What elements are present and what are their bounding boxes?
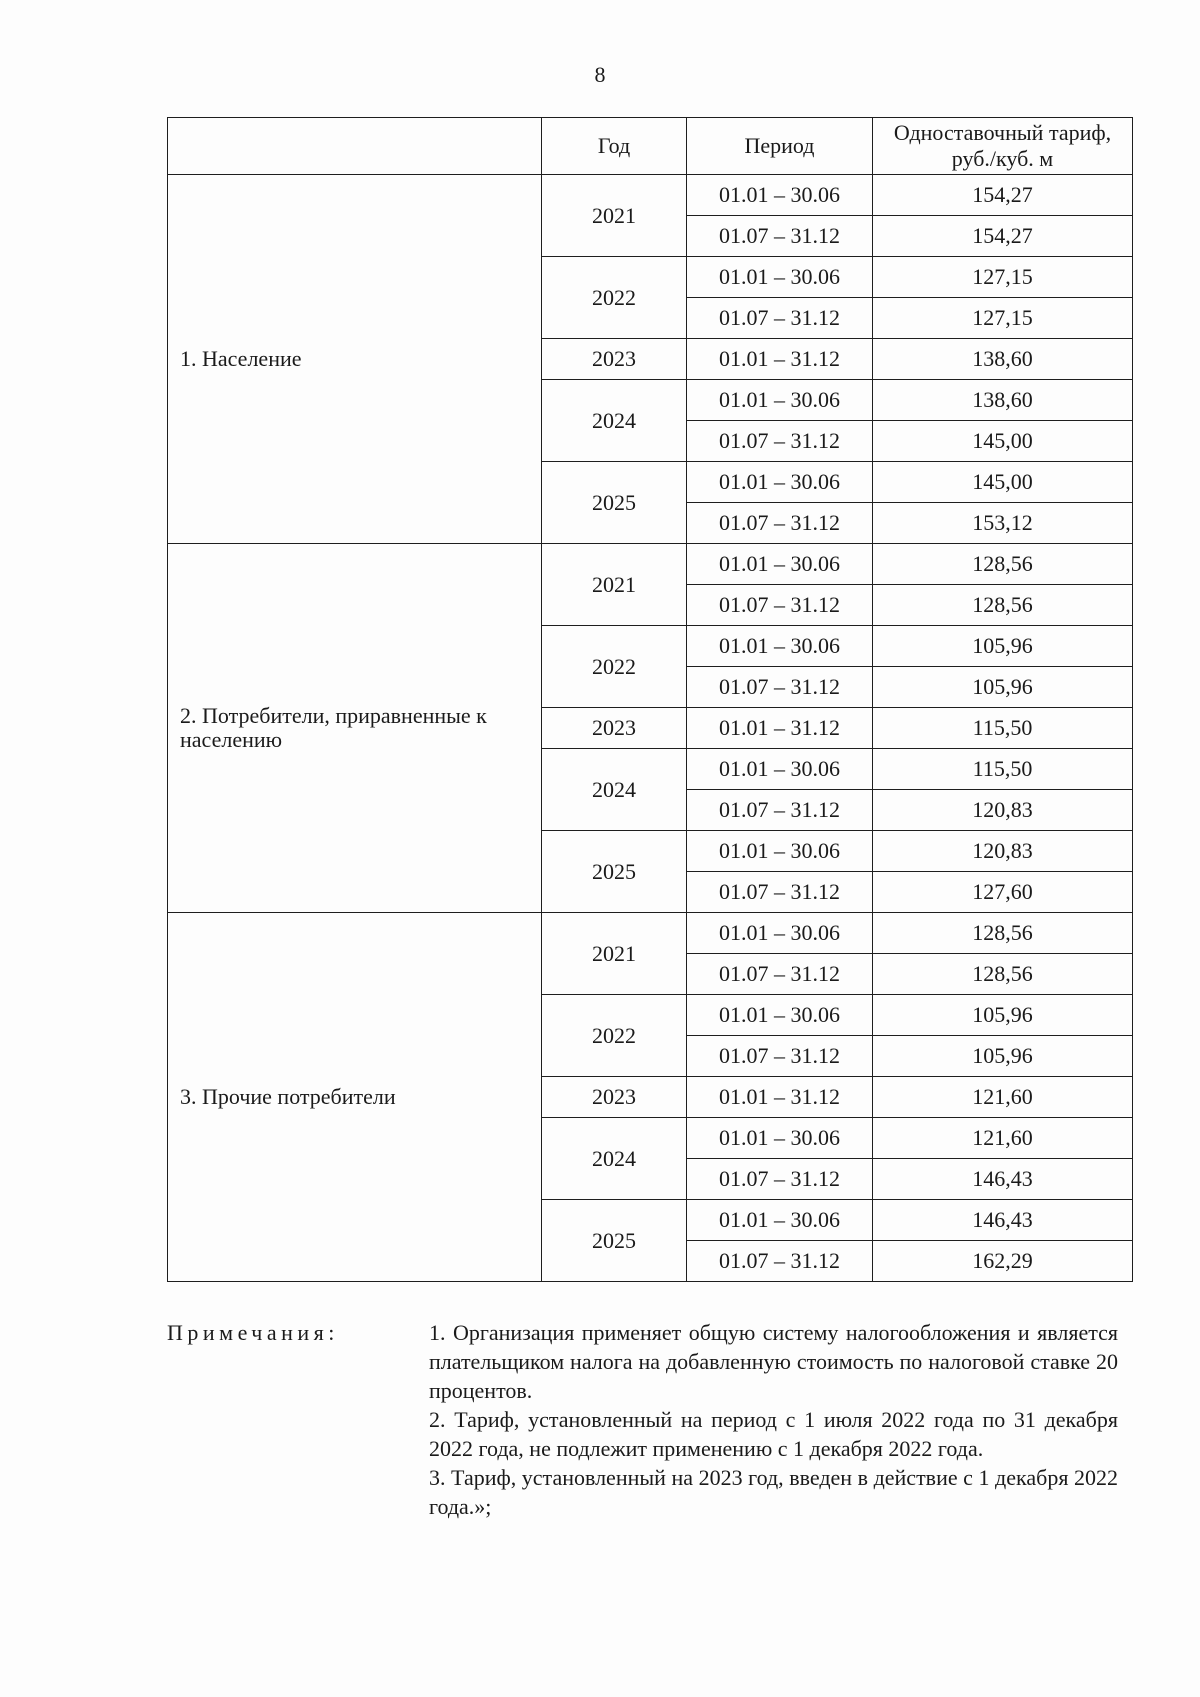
tariff-cell: 128,56 [873, 913, 1133, 954]
header-period: Период [687, 118, 873, 175]
period-cell: 01.01 – 30.06 [687, 175, 873, 216]
table-row [168, 175, 1133, 216]
period-cell: 01.07 – 31.12 [687, 585, 873, 626]
consumer-group-label: 2. Потребители, приравненные к населению [168, 544, 542, 913]
period-cell: 01.07 – 31.12 [687, 872, 873, 913]
period-cell: 01.01 – 31.12 [687, 708, 873, 749]
period-cell: 01.01 – 30.06 [687, 462, 873, 503]
table-row [168, 544, 1133, 585]
tariff-cell: 146,43 [873, 1159, 1133, 1200]
tariff-cell: 145,00 [873, 421, 1133, 462]
period-cell: 01.01 – 31.12 [687, 339, 873, 380]
tariff-cell: 115,50 [873, 749, 1133, 790]
year-cell: 2022 [542, 995, 687, 1077]
year-cell: 2025 [542, 1200, 687, 1282]
period-cell: 01.07 – 31.12 [687, 298, 873, 339]
period-cell: 01.01 – 30.06 [687, 749, 873, 790]
year-cell: 2023 [542, 708, 687, 749]
tariff-cell: 162,29 [873, 1241, 1133, 1282]
period-cell: 01.07 – 31.12 [687, 667, 873, 708]
tariff-cell: 121,60 [873, 1077, 1133, 1118]
notes-title: Примечания: [167, 1320, 339, 1345]
tariff-table [167, 117, 1133, 1282]
year-cell: 2021 [542, 913, 687, 995]
period-cell: 01.01 – 30.06 [687, 1200, 873, 1241]
tariff-cell: 128,56 [873, 954, 1133, 995]
note-item: 1. Организация применяет общую систему налогообложения и является плательщиком налога на добавленную стоимость по налоговой ставке 20 процентов. [429, 1320, 1118, 1403]
tariff-cell: 154,27 [873, 216, 1133, 257]
period-cell: 01.07 – 31.12 [687, 790, 873, 831]
table-row [168, 913, 1133, 954]
tariff-cell: 138,60 [873, 380, 1133, 421]
header-group [168, 118, 542, 175]
period-cell: 01.01 – 31.12 [687, 1077, 873, 1118]
period-cell: 01.01 – 30.06 [687, 995, 873, 1036]
period-cell: 01.07 – 31.12 [687, 954, 873, 995]
period-cell: 01.01 – 30.06 [687, 626, 873, 667]
tariff-cell: 127,15 [873, 298, 1133, 339]
year-cell: 2024 [542, 1118, 687, 1200]
note-item: 3. Тариф, установленный на 2023 год, введен в действие с 1 декабря 2022 года.»; [429, 1465, 1118, 1519]
tariff-cell: 105,96 [873, 1036, 1133, 1077]
year-cell: 2025 [542, 462, 687, 544]
period-cell: 01.07 – 31.12 [687, 421, 873, 462]
table-header-row [168, 118, 1133, 175]
header-year: Год [542, 118, 687, 175]
year-cell: 2022 [542, 626, 687, 708]
tariff-table-body [168, 175, 1133, 1282]
tariff-cell: 121,60 [873, 1118, 1133, 1159]
year-cell: 2021 [542, 175, 687, 257]
period-cell: 01.01 – 30.06 [687, 380, 873, 421]
period-cell: 01.07 – 31.12 [687, 216, 873, 257]
tariff-cell: 115,50 [873, 708, 1133, 749]
period-cell: 01.07 – 31.12 [687, 503, 873, 544]
year-cell: 2021 [542, 544, 687, 626]
period-cell: 01.01 – 30.06 [687, 913, 873, 954]
period-cell: 01.07 – 31.12 [687, 1241, 873, 1282]
tariff-cell: 154,27 [873, 175, 1133, 216]
period-cell: 01.07 – 31.12 [687, 1159, 873, 1200]
period-cell: 01.01 – 30.06 [687, 544, 873, 585]
year-cell: 2023 [542, 1077, 687, 1118]
tariff-cell: 105,96 [873, 667, 1133, 708]
tariff-cell: 105,96 [873, 626, 1133, 667]
consumer-group-label: 1. Население [168, 175, 542, 544]
tariff-cell: 127,15 [873, 257, 1133, 298]
tariff-cell: 138,60 [873, 339, 1133, 380]
tariff-cell: 120,83 [873, 790, 1133, 831]
header-tariff: Одноставочный тариф, руб./куб. м [873, 118, 1133, 175]
tariff-cell: 128,56 [873, 585, 1133, 626]
period-cell: 01.07 – 31.12 [687, 1036, 873, 1077]
year-cell: 2024 [542, 749, 687, 831]
tariff-cell: 128,56 [873, 544, 1133, 585]
period-cell: 01.01 – 30.06 [687, 257, 873, 298]
year-cell: 2023 [542, 339, 687, 380]
note-item: 2. Тариф, установленный на период с 1 июля 2022 года по 31 декабря 2022 года, не подлежит применению с 1 декабря 2022 года. [429, 1407, 1118, 1461]
year-cell: 2024 [542, 380, 687, 462]
period-cell: 01.01 – 30.06 [687, 1118, 873, 1159]
consumer-group-label: 3. Прочие потребители [168, 913, 542, 1282]
tariff-cell: 120,83 [873, 831, 1133, 872]
period-cell: 01.01 – 30.06 [687, 831, 873, 872]
year-cell: 2022 [542, 257, 687, 339]
tariff-cell: 153,12 [873, 503, 1133, 544]
tariff-cell: 146,43 [873, 1200, 1133, 1241]
tariff-cell: 105,96 [873, 995, 1133, 1036]
notes-list [429, 1318, 1118, 1521]
year-cell: 2025 [542, 831, 687, 913]
tariff-cell: 145,00 [873, 462, 1133, 503]
page-number: 8 [594, 62, 606, 87]
tariff-cell: 127,60 [873, 872, 1133, 913]
